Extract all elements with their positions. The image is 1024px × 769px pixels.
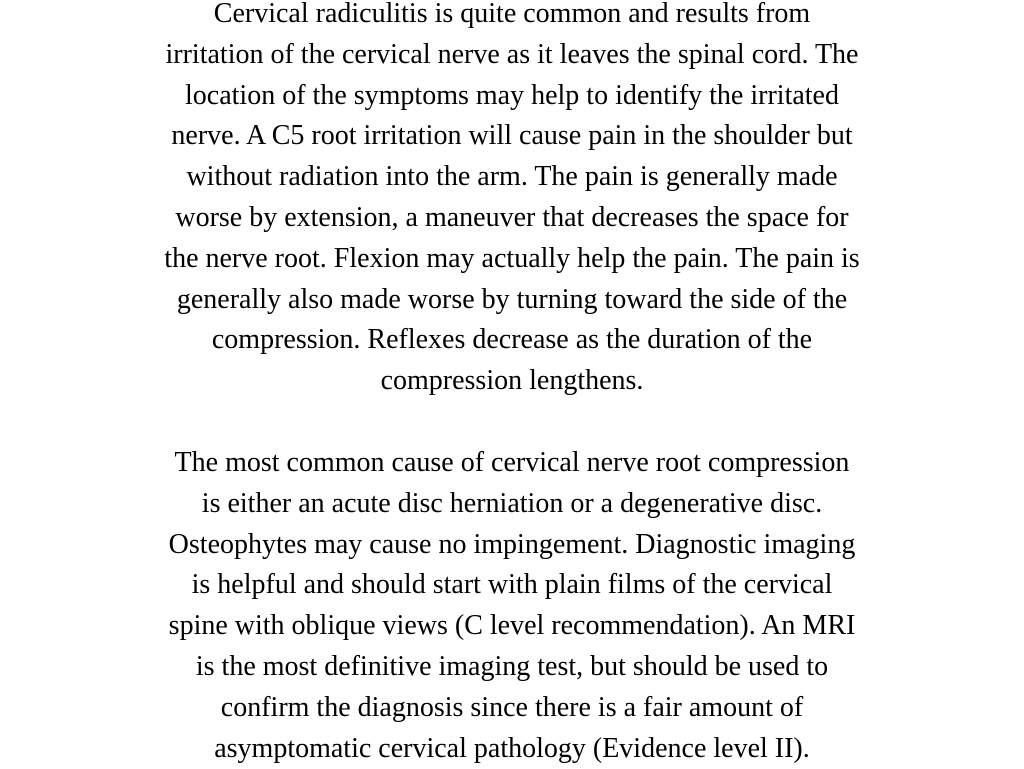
text-line: is either an acute disc herniation or a degenerative disc. <box>201 487 823 519</box>
paragraph-nerve-root-compression <box>0 443 1024 769</box>
text-line: location of the symptoms may help to identify the irritated <box>185 79 839 111</box>
text-line: the nerve root. Flexion may actually help the pain. The pain is <box>164 242 860 274</box>
text-line: worse by extension, a maneuver that decreases the space for <box>175 201 849 233</box>
text-line: nerve. A C5 root irritation will cause pain in the shoulder but <box>171 120 853 152</box>
text-line: Cervical radiculitis is quite common and results from <box>213 0 811 29</box>
text-line: The most common cause of cervical nerve root compression <box>174 447 850 478</box>
text-line: without radiation into the arm. The pain is generally made <box>186 161 838 193</box>
text-line: generally also made worse by turning toward the side of the <box>176 283 848 315</box>
text-line: Osteophytes may cause no impingement. Diagnostic imaging <box>168 528 856 560</box>
text-line: asymptomatic cervical pathology (Evidence level II). <box>214 732 810 764</box>
text-line: compression lengthens. <box>380 365 644 397</box>
text-line: is helpful and should start with plain films of the cervical <box>191 569 833 601</box>
text-line: compression. Reflexes decrease as the duration of the <box>211 324 813 356</box>
text-line: is the most definitive imaging test, but should be used to <box>195 650 829 682</box>
text-line: confirm the diagnosis since there is a fair amount of <box>220 691 804 723</box>
text-line: irritation of the cervical nerve as it leaves the spinal cord. The <box>165 38 859 70</box>
text-line: spine with oblique views (C level recommendation). An MRI <box>168 610 856 642</box>
